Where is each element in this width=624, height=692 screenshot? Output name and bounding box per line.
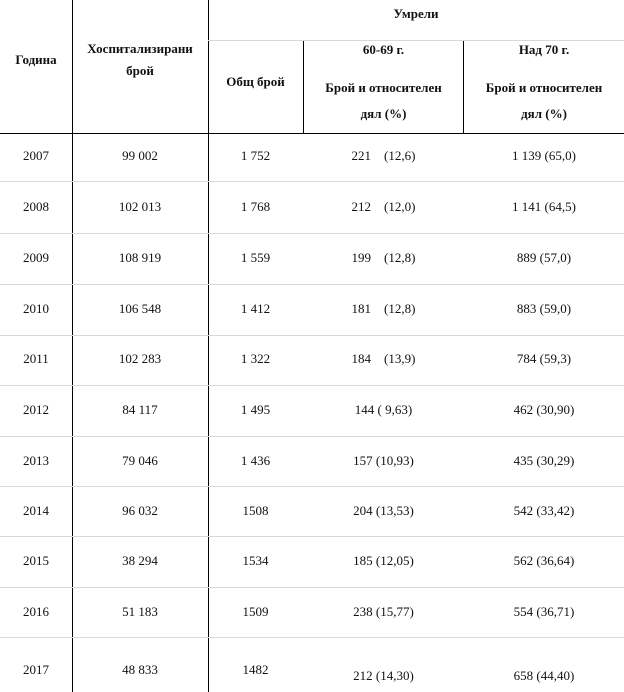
header-count-share2-line2: дял (%) [521, 106, 567, 121]
cell-hospitalized: 96 032 [122, 503, 158, 518]
header-count-share-line1: Брой и относителен [325, 80, 442, 95]
col-border-2 [208, 0, 209, 692]
header-count-share-70-plus [464, 76, 624, 126]
cell-total: 1 768 [240, 199, 271, 214]
row-separator [0, 486, 624, 487]
cell-age-70-plus: 435 (30,29) [513, 453, 575, 468]
cell-hospitalized: 108 919 [118, 250, 162, 265]
cell-year: 2014 [23, 503, 49, 518]
cell-hospitalized: 102 283 [118, 351, 162, 366]
row-separator [0, 436, 624, 437]
cell-total: 1 436 [240, 453, 271, 468]
cell-total: 1482 [242, 662, 269, 677]
cell-age-70-plus: 542 (33,42) [513, 503, 575, 518]
row-separator [0, 181, 624, 182]
header-died: Умрели [393, 6, 439, 21]
col-border-1 [72, 0, 73, 692]
cell-age-70-plus: 1 141 (64,5) [512, 199, 576, 214]
cell-total: 1534 [242, 553, 269, 568]
cell-year: 2008 [23, 199, 49, 214]
cell-year: 2013 [23, 453, 49, 468]
cell-total: 1508 [242, 503, 269, 518]
cell-total: 1 412 [240, 301, 271, 316]
cell-total: 1 752 [240, 148, 271, 163]
row-separator [0, 335, 624, 336]
cell-age-60-69: 221 (12,6) [351, 148, 416, 163]
cell-age-70-plus: 562 (36,64) [513, 553, 575, 568]
header-count-share-line2: дял (%) [360, 106, 407, 121]
row-separator [0, 385, 624, 386]
header-year: Година [15, 52, 57, 67]
row-separator [0, 233, 624, 234]
cell-year: 2007 [23, 148, 49, 163]
cell-total: 1 559 [240, 250, 271, 265]
cell-year: 2010 [23, 301, 49, 316]
cell-hospitalized: 48 833 [122, 662, 158, 677]
header-hospitalized-line2: брой [126, 63, 154, 78]
header-age-60-69: 60-69 г. [362, 42, 405, 57]
cell-age-60-69: 144 ( 9,63) [354, 402, 413, 417]
cell-age-70-plus: 554 (36,71) [513, 604, 575, 619]
cell-hospitalized: 99 002 [122, 148, 158, 163]
cell-year: 2011 [23, 351, 49, 366]
cell-age-70-plus: 658 (44,40) [513, 668, 575, 683]
cell-year: 2015 [23, 553, 49, 568]
cell-hospitalized: 38 294 [122, 553, 158, 568]
row-separator [0, 637, 624, 638]
cell-age-60-69: 238 (15,77) [353, 604, 414, 619]
header-count-share-60-69 [304, 76, 463, 126]
cell-age-70-plus: 883 (59,0) [516, 301, 572, 316]
cell-age-70-plus: 784 (59,3) [516, 351, 572, 366]
cell-year: 2012 [23, 402, 49, 417]
cell-age-60-69: 181 (12,8) [351, 301, 416, 316]
cell-year: 2017 [23, 662, 49, 677]
cell-hospitalized: 51 183 [122, 604, 158, 619]
cell-total: 1 495 [240, 402, 271, 417]
cell-year: 2009 [23, 250, 49, 265]
header-line-bottom [0, 133, 624, 134]
header-hospitalized [72, 38, 208, 82]
header-hospitalized-line1: Хоспитализирани [87, 41, 193, 56]
cell-hospitalized: 102 013 [118, 199, 162, 214]
cell-hospitalized: 106 548 [118, 301, 162, 316]
cell-hospitalized: 79 046 [122, 453, 158, 468]
cell-age-70-plus: 889 (57,0) [516, 250, 572, 265]
row-separator [0, 284, 624, 285]
cell-age-70-plus: 462 (30,90) [513, 402, 575, 417]
cell-total: 1509 [242, 604, 269, 619]
cell-year: 2016 [23, 604, 49, 619]
cell-age-60-69: 204 (13,53) [353, 503, 414, 518]
cell-age-60-69: 212 (14,30) [353, 668, 414, 683]
cell-age-60-69: 157 (10,93) [353, 453, 414, 468]
header-age-70-plus: Над 70 г. [518, 42, 570, 57]
row-separator [0, 536, 624, 537]
header-total: Общ брой [226, 74, 285, 89]
cell-age-60-69: 184 (13,9) [351, 351, 416, 366]
cell-age-60-69: 212 (12,0) [351, 199, 416, 214]
cell-age-60-69: 199 (12,8) [351, 250, 416, 265]
cell-age-60-69: 185 (12,05) [353, 553, 414, 568]
header-count-share2-line1: Брой и относителен [485, 80, 603, 95]
cell-age-70-plus: 1 139 (65,0) [512, 148, 576, 163]
cell-total: 1 322 [240, 351, 271, 366]
row-separator [0, 587, 624, 588]
cell-hospitalized: 84 117 [122, 402, 158, 417]
